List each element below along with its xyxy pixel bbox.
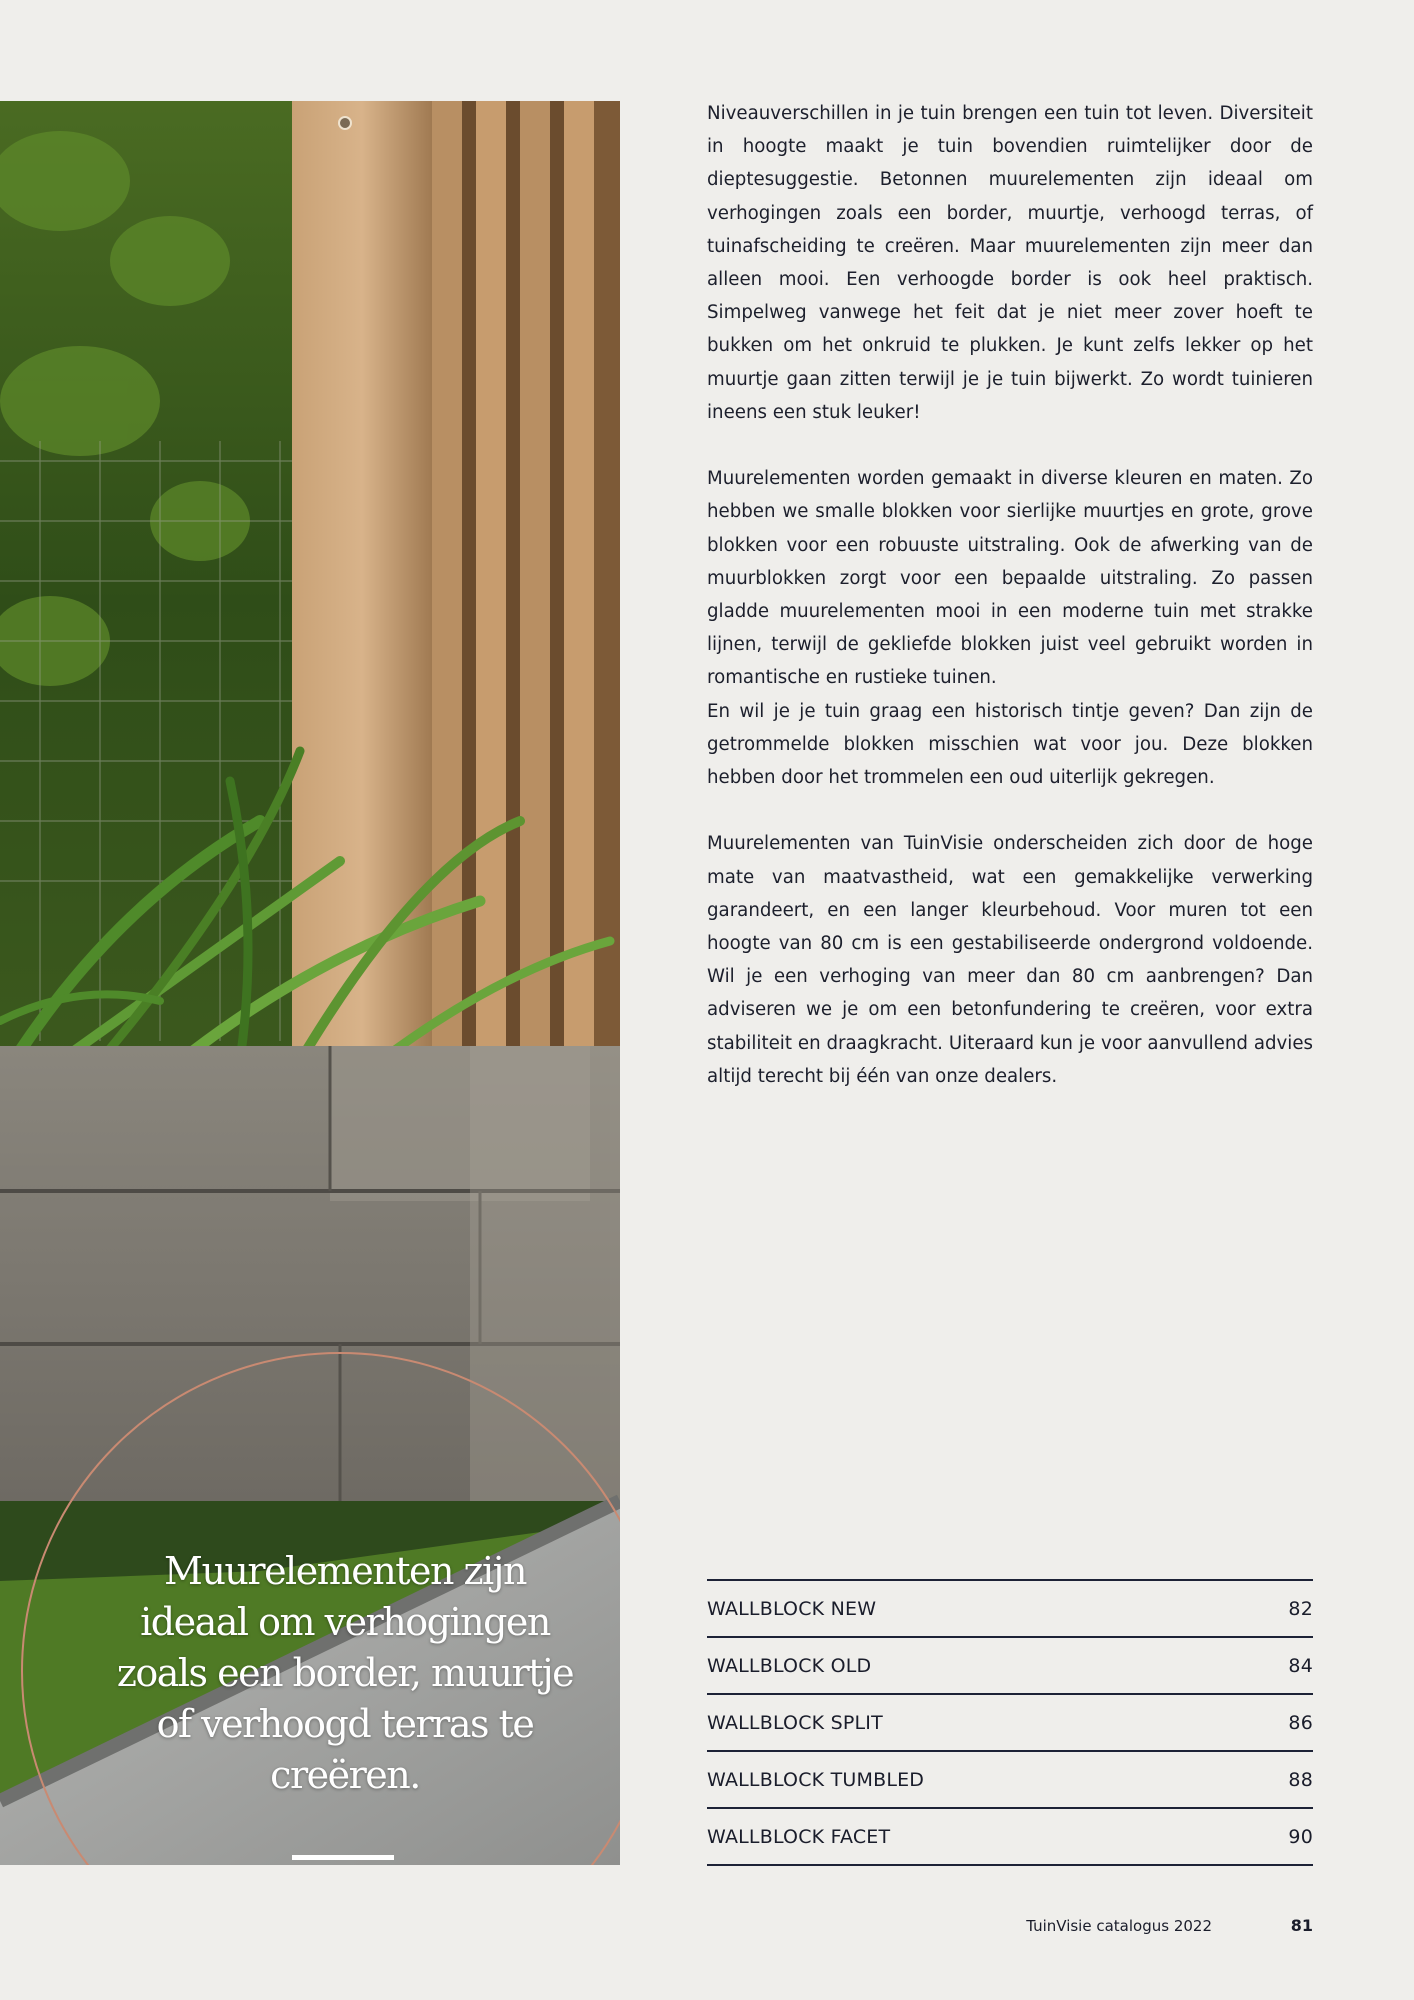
index-item-wallblock-tumbled[interactable] bbox=[707, 1752, 1313, 1809]
index-item-label: WALLBLOCK SPLIT bbox=[707, 1711, 883, 1734]
index-item-label: WALLBLOCK TUMBLED bbox=[707, 1768, 925, 1791]
index-item-label: WALLBLOCK FACET bbox=[707, 1825, 891, 1848]
photo-quote: Muurelementen zijn ideaal om verhogingen zoals een border, muurtje of verhoogd terras te creëren. bbox=[116, 1549, 574, 1797]
product-index bbox=[707, 1579, 1313, 1866]
index-item-wallblock-split[interactable] bbox=[707, 1695, 1313, 1752]
index-item-page: 84 bbox=[1288, 1654, 1313, 1677]
paragraph-4: Muurelementen van TuinVisie onderscheiden zich door de hoge mate van maatvastheid, wat een gemakkelijke verwerking garandeert, en een langer kleurbehoud. Voor muren tot een hoogte van 80 cm is een gestabiliseerde ondergrond voldoende. Wil je een verhoging van meer dan 80 cm aanbrengen? Dan adviseren we je om een betonfundering te creëren, voor extra stabiliteit en draagkracht. Uiteraard kun je voor aanvullend advies altijd terecht bij één van onze dealers. bbox=[707, 833, 1313, 1087]
quote-underline bbox=[292, 1855, 394, 1860]
index-item-wallblock-new[interactable] bbox=[707, 1581, 1313, 1638]
index-item-page: 88 bbox=[1288, 1768, 1313, 1791]
garden-wall-photo bbox=[0, 101, 620, 1865]
stone-wall bbox=[0, 1046, 620, 1501]
index-item-wallblock-facet[interactable] bbox=[707, 1809, 1313, 1866]
screw-icon bbox=[339, 117, 351, 129]
index-item-page: 90 bbox=[1288, 1825, 1313, 1848]
index-item-page: 86 bbox=[1288, 1711, 1313, 1734]
index-item-label: WALLBLOCK NEW bbox=[707, 1597, 877, 1620]
paragraph-2: Muurelementen worden gemaakt in diverse kleuren en maten. Zo hebben we smalle blokken voor sierlijke muurtjes en grote, grove blokken voor een robuuste uitstraling. Ook de afwerking van de muurblokken zorgt voor een bepaalde uitstraling. Zo passen gladde muurelementen mooi in een moderne tuin met strakke lijnen, terwijl de gekliefde blokken juist veel gebruikt worden in romantische en rustieke tuinen. bbox=[707, 468, 1313, 689]
catalog-title: TuinVisie catalogus 2022 bbox=[1026, 1917, 1212, 1935]
paragraph-3: En wil je je tuin graag een historisch tintje geven? Dan zijn de getrommelde blokken misschien wat voor jou. Deze blokken hebben door het trommelen een oud uiterlijk gekregen. bbox=[707, 700, 1313, 789]
index-item-label: WALLBLOCK OLD bbox=[707, 1654, 872, 1677]
index-item-page: 82 bbox=[1288, 1597, 1313, 1620]
article-body bbox=[707, 97, 1313, 1093]
page-number: 81 bbox=[1290, 1916, 1313, 1935]
index-item-wallblock-old[interactable] bbox=[707, 1638, 1313, 1695]
paragraph-1: Niveauverschillen in je tuin brengen een tuin tot leven. Diversiteit in hoogte maakt je tuin bovendien ruimtelijker door de dieptesuggestie. Betonnen muurelementen zijn ideaal om verhogingen zoals een border, muurtje, verhoogd terras, of tuinafscheiding te creëren. Maar muurelementen zijn meer dan alleen mooi. Een verhoogde border is ook heel praktisch. Simpelweg vanwege het feit dat je niet meer zover hoeft te bukken om het onkruid te plukken. Je kunt zelfs lekker op het muurtje gaan zitten terwijl je je tuin bijwerkt. Zo wordt tuinieren ineens een stuk leuker! bbox=[707, 103, 1313, 423]
